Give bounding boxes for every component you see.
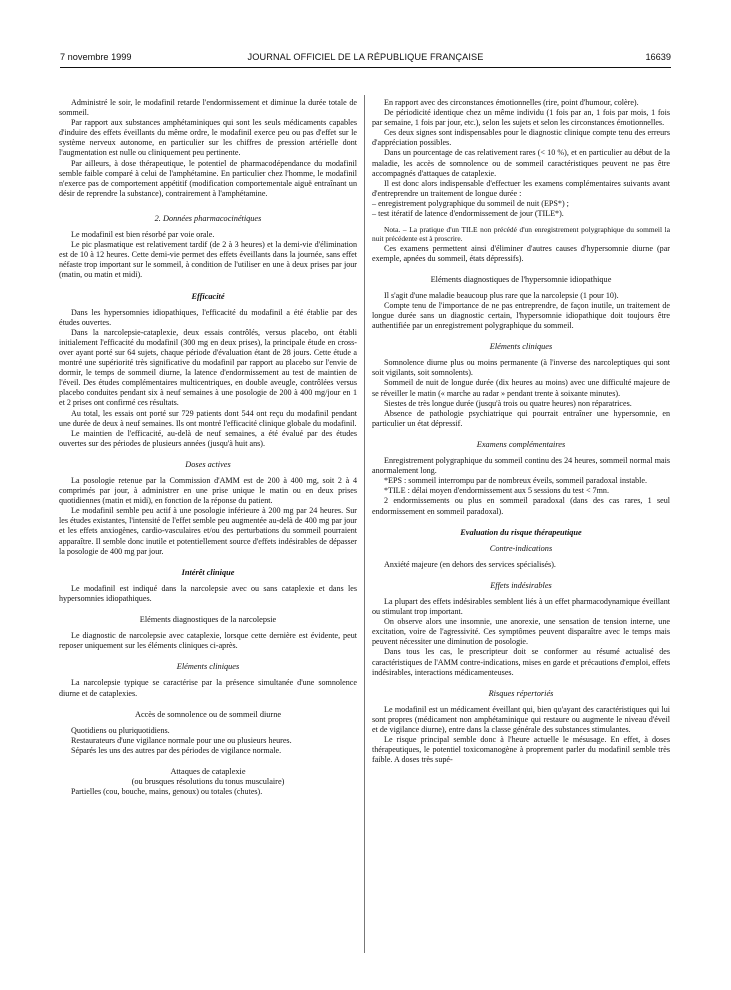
header-date: 7 novembre 1999	[60, 52, 132, 62]
section-heading-clinical-elements: Eléments cliniques	[489, 342, 553, 352]
section-heading-active-doses: Doses actives	[185, 459, 231, 469]
section-heading-sleep-attacks: Accès de somnolence ou de sommeil diurne	[134, 709, 282, 719]
section-heading-efficacy: Efficacité	[191, 291, 225, 301]
list-item: – enregistrement polygraphique du sommeil de nuit (EPS*) ;	[372, 198, 569, 208]
paragraph: Ces deux signes sont indispensables pour le diagnostic clinique compte tenu des erreurs d'appréciation possibles.	[372, 128, 670, 148]
paragraph: La posologie retenue par la Commission d'AMM est de 200 à 400 mg, soit 2 à 4 comprimés par jour, à administrer en une prise unique le matin ou en deux prises quotidiennes (matin et midi), en fonction de la réponse du patient.	[59, 476, 357, 506]
paragraph: Compte tenu de l'importance de ne pas entreprendre, de façon inutile, un traitement de longue durée sans un diagnostic certain, l'hypersomnie idiopathique doit toujours être authentifiée par un enregistrement polygraphique du sommeil.	[372, 300, 670, 331]
paragraph: Le diagnostic de narcolepsie avec cataplexie, lorsque cette dernière est évidente, peut reposer uniquement sur les éléments cliniques ci-après.	[59, 631, 357, 651]
section-heading-clinical-interest: Intérêt clinique	[181, 567, 235, 577]
paragraph: On observe alors une insomnie, une anorexie, une sensation de tension interne, une excitation, voire de l'agressivité. Ces symptômes peuvent disparaître avec le temps mais peuvent nécessiter une diminution de posologie.	[372, 617, 670, 647]
section-heading-narcolepsy-diagnosis: Eléments diagnostiques de la narcolepsie	[139, 615, 277, 625]
paragraph: Partielles (cou, bouche, mains, genoux) ou totales (chutes).	[71, 787, 263, 797]
section-heading-clinical-elements: Eléments cliniques	[176, 662, 240, 672]
paragraph: Enregistrement polygraphique du sommeil continu des 24 heures, sommeil normal mais anormalement long.	[372, 456, 670, 476]
list-item: – test itératif de latence d'endormissement de jour (TILE*).	[372, 209, 564, 219]
paragraph: Au total, les essais ont porté sur 729 patients dont 544 ont reçu du modafinil pendant une durée de deux à neuf semaines. Ils ont montré l'efficacité clinique globale du modafinil.	[59, 408, 357, 428]
paragraph: De périodicité identique chez un même individu (1 fois par an, 1 fois par mois, 1 fois par semaine, 1 fois par jour, etc.), selon les sujets et selon les circonstances émotionnelles.	[372, 108, 670, 128]
paragraph: Sommeil de nuit de longue durée (dix heures au moins) avec une difficulté majeure de se réveiller le matin (« marche au radar » pendant trente à soixante minutes).	[372, 378, 670, 398]
paragraph: 2 endormissements ou plus en sommeil paradoxal (dans des cas rares, 1 seul endormissement en sommeil paradoxal).	[372, 496, 670, 516]
paragraph: Le pic plasmatique est relativement tardif (de 2 à 3 heures) et la demi-vie d'élimination est de 10 à 12 heures. Cette demi-vie permet des effets éveillants dans la journée, sans effet néfaste trop important sur le sommeil, à condition de l'utiliser en une à deux prises par jour (matin, ou matin et midi).	[59, 240, 357, 280]
paragraph: Par rapport aux substances amphétaminiques qui sont les seuls médicaments capables d'induire des effets éveillants du même ordre, le modafinil exerce peu ou pas d'effet sur le système nerveux autonome, en particulier sur les chiffres de pression artérielle dont l'augmentation est nulle ou cliniquement peu pertinente.	[59, 118, 357, 158]
page-header	[60, 52, 671, 66]
section-heading-risk-evaluation: Evaluation du risque thérapeutique	[460, 527, 582, 537]
header-rule	[60, 67, 671, 68]
paragraph: Le modafinil semble peu actif à une posologie inférieure à 200 mg par 24 heures. Sur les études existantes, l'intensité de l'effet semble peu augmentée au-delà de 400 mg par jour et les effets anxiogènes, cardio-vasculaires et/ou des perturbations du sommeil pourraient apparaître. Il semble donc inutile et potentiellement source d'effets indésirables de dépasser la posologie de 400 mg par jour.	[59, 506, 357, 556]
paragraph: La narcolepsie typique se caractérise par la présence simultanée d'une somnolence diurne et de cataplexies.	[59, 678, 357, 698]
paragraph: Dans un pourcentage de cas relativement rares (< 10 %), et en particulier au début de la maladie, les accès de somnolence ou de sommeil caractéristiques peuvent ne pas être accompagnés d'attaques de cataplexie.	[372, 148, 670, 178]
section-heading-complementary-exams: Examens complémentaires	[476, 439, 566, 449]
paragraph: Il est donc alors indispensable d'effectuer les examens complémentaires suivants avant d'entreprendre un traitement de longue durée :	[372, 178, 670, 198]
section-heading-cataplexy: Attaques de cataplexie	[170, 766, 246, 776]
section-heading-listed-risks: Risques répertoriés	[488, 688, 554, 698]
paragraph: Le modafinil est bien résorbé par voie orale.	[71, 230, 215, 240]
paragraph: Ces examens permettent ainsi d'éliminer d'autres causes d'hypersomnie diurne (par exemple, apnées du sommeil, états dépressifs).	[372, 243, 670, 263]
paragraph: Siestes de très longue durée (jusqu'à trois ou quatre heures) non réparatrices.	[384, 398, 632, 408]
section-subheading-cataplexy: (ou brusques résolutions du tonus musculaire)	[131, 777, 285, 787]
paragraph: Le modafinil est indiqué dans la narcolepsie avec ou sans cataplexie et dans les hypersomnies idiopathiques.	[59, 583, 357, 603]
paragraph: Absence de pathologie psychiatrique qui pourrait entraîner une hypersomnie, en particulier un état dépressif.	[372, 408, 670, 428]
paragraph: Administré le soir, le modafinil retarde l'endormissement et diminue la durée totale de sommeil.	[59, 98, 357, 118]
paragraph: Anxiété majeure (en dehors des services spécialisés).	[384, 559, 556, 569]
column-divider	[364, 95, 365, 953]
paragraph: Par ailleurs, à dose thérapeutique, le potentiel de pharmacodépendance du modafinil semble faible comparé à celui de l'amphétamine. En particulier chez l'homme, le modafinil n'exerce pas de comportement appétitif (modification comportementale aiguë entraînant un désir de reprendre la substance), contrairement à l'amphétamine.	[59, 158, 357, 198]
paragraph: Le risque principal semble donc à l'heure actuelle le mésusage. En effet, à doses thérapeutiques, le potentiel toxicomanogène à proprement parler du modafinil semble très faible. A doses très supé-	[372, 735, 670, 765]
section-heading-contraindications: Contre-indications	[489, 543, 553, 553]
paragraph: Restaurateurs d'une vigilance normale pour une ou plusieurs heures.	[71, 735, 292, 745]
paragraph: La plupart des effets indésirables semblent liés à un effet pharmacodynamique éveillant ou stimulant trop important.	[372, 596, 670, 617]
section-heading-adverse-effects: Effets indésirables	[490, 580, 552, 590]
paragraph: *TILE : délai moyen d'endormissement aux 5 sessions du test < 7mn.	[384, 486, 609, 496]
left-column	[59, 98, 357, 797]
paragraph: Somnolence diurne plus ou moins permanente (à l'inverse des narcoleptiques qui sont soit vigilants, soit somnolents).	[372, 358, 670, 378]
paragraph: Le maintien de l'efficacité, au-delà de neuf semaines, a été évalué par des études ouvertes sur des périodes de plusieurs années (jusqu'à huit ans).	[59, 428, 357, 448]
header-page-number: 16639	[645, 52, 671, 62]
section-heading-pharmacokinetics: 2. Données pharmacocinétiques	[154, 213, 262, 223]
paragraph: En rapport avec des circonstances émotionnelles (rire, point d'humour, colère).	[384, 98, 639, 107]
right-column	[372, 98, 670, 765]
paragraph: Il s'agit d'une maladie beaucoup plus rare que la narcolepsie (1 pour 10).	[384, 290, 619, 300]
paragraph: Quotidiens ou pluriquotidiens.	[71, 725, 170, 735]
paragraph: Dans les hypersomnies idiopathiques, l'efficacité du modafinil a été établie par des études ouvertes.	[59, 307, 357, 327]
paragraph: Dans tous les cas, le prescripteur doit se conformer au résumé actualisé des caractéristiques de l'AMM contre-indications, mises en garde et précautions d'emploi, effets indésirables, interactions médicamenteuses.	[372, 647, 670, 677]
section-heading-idiopathic-hypersomnia: Eléments diagnostiques de l'hypersomnie idiopathique	[430, 274, 612, 284]
paragraph: *EPS : sommeil interrompu par de nombreux éveils, sommeil paradoxal instable.	[384, 476, 647, 486]
paragraph: Dans la narcolepsie-cataplexie, deux essais contrôlés, versus placebo, ont établi initialement l'efficacité du modafinil (300 mg en deux prises), la principale étude en cross-over ayant porté sur 64 sujets, chaque période d'évaluation étant de 28 jours. Cette étude a montré une supériorité très significative du modafinil par rapport au placebo sur l'envie de dormir, le temps de sommeil diurne, la latence d'endormissement au test de maintien de l'éveil. Des études complémentaires multicentriques, en double aveugle, contrôlées versus placebo conduites pendant six à neuf semaines à une posologie de 200 à 400 mg/jour en 1 et 2 prises ont confirmé ces résultats.	[59, 327, 357, 408]
note-paragraph: Nota. – La pratique d'un TILE non précédé d'un enregistrement polygraphique du sommeil la nuit précédente est à proscrire.	[372, 225, 670, 244]
paragraph: Séparés les uns des autres par des périodes de vigilance normale.	[71, 745, 282, 755]
header-journal-title: JOURNAL OFFICIEL DE LA RÉPUBLIQUE FRANÇAISE	[247, 52, 484, 62]
paragraph: Le modafinil est un médicament éveillant qui, bien qu'ayant des caractéristiques qui lui sont propres (médicament non amphétaminique qui restaure ou augmente le niveau d'éveil et de vigilance diurne), entre dans la classe générale des substances stimulantes.	[372, 704, 670, 734]
